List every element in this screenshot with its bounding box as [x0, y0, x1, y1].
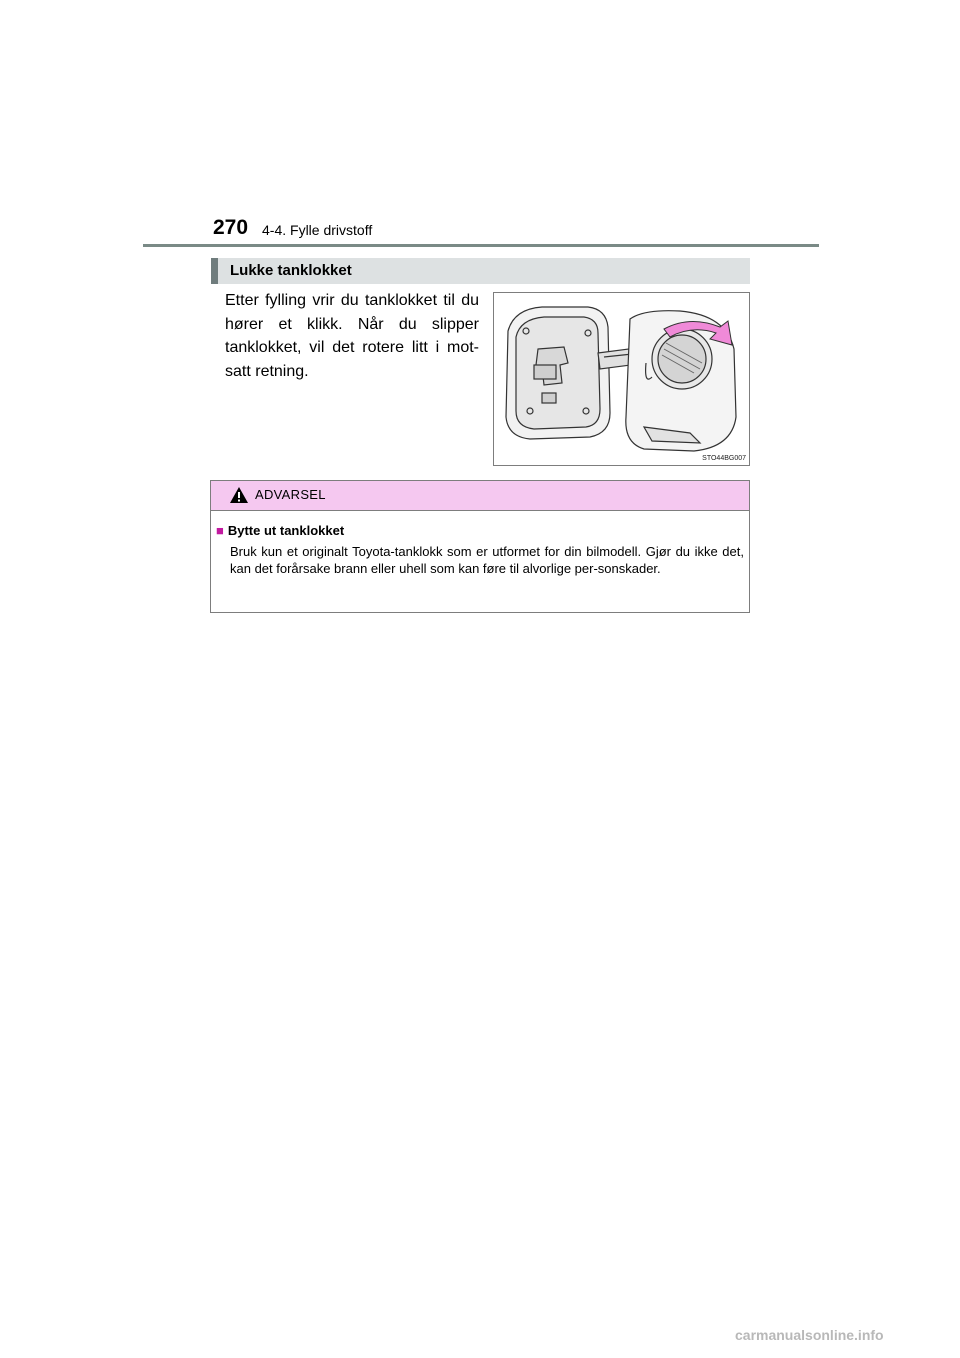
square-bullet-icon: ■ [216, 523, 224, 538]
warning-title: ADVARSEL [255, 487, 326, 502]
warning-item-body: Bruk kun et originalt Toyota-tanklokk som er utformet for din bilmodell. Gjør du ikke det, kan det forårsake brann eller uhell som kan føre til alvorlige per-sonskader. [230, 544, 744, 576]
watermark: carmanualsonline.info [735, 1327, 884, 1343]
section-heading-bar [211, 258, 750, 284]
figure-code: STO44BG007 [702, 455, 746, 462]
section-body-text: Etter fylling vrir du tanklokket til du hører et klikk. Når du slipper tanklokket, vil det rotere litt i mot-satt retning. [225, 292, 479, 380]
warning-triangle-icon [229, 486, 249, 504]
warning-item-title [216, 523, 344, 538]
section-label: 4-4. Fylle drivstoff [262, 222, 373, 238]
warning-box [210, 480, 750, 613]
warning-header [211, 481, 749, 511]
warning-item-title-text: Bytte ut tanklokket [227, 523, 345, 538]
fuel-door-drawing [494, 293, 749, 465]
page-number: 270 [213, 216, 249, 239]
header-rule [143, 244, 819, 247]
section-heading: Lukke tanklokket [230, 262, 352, 279]
fuel-cap-illustration [493, 292, 750, 466]
